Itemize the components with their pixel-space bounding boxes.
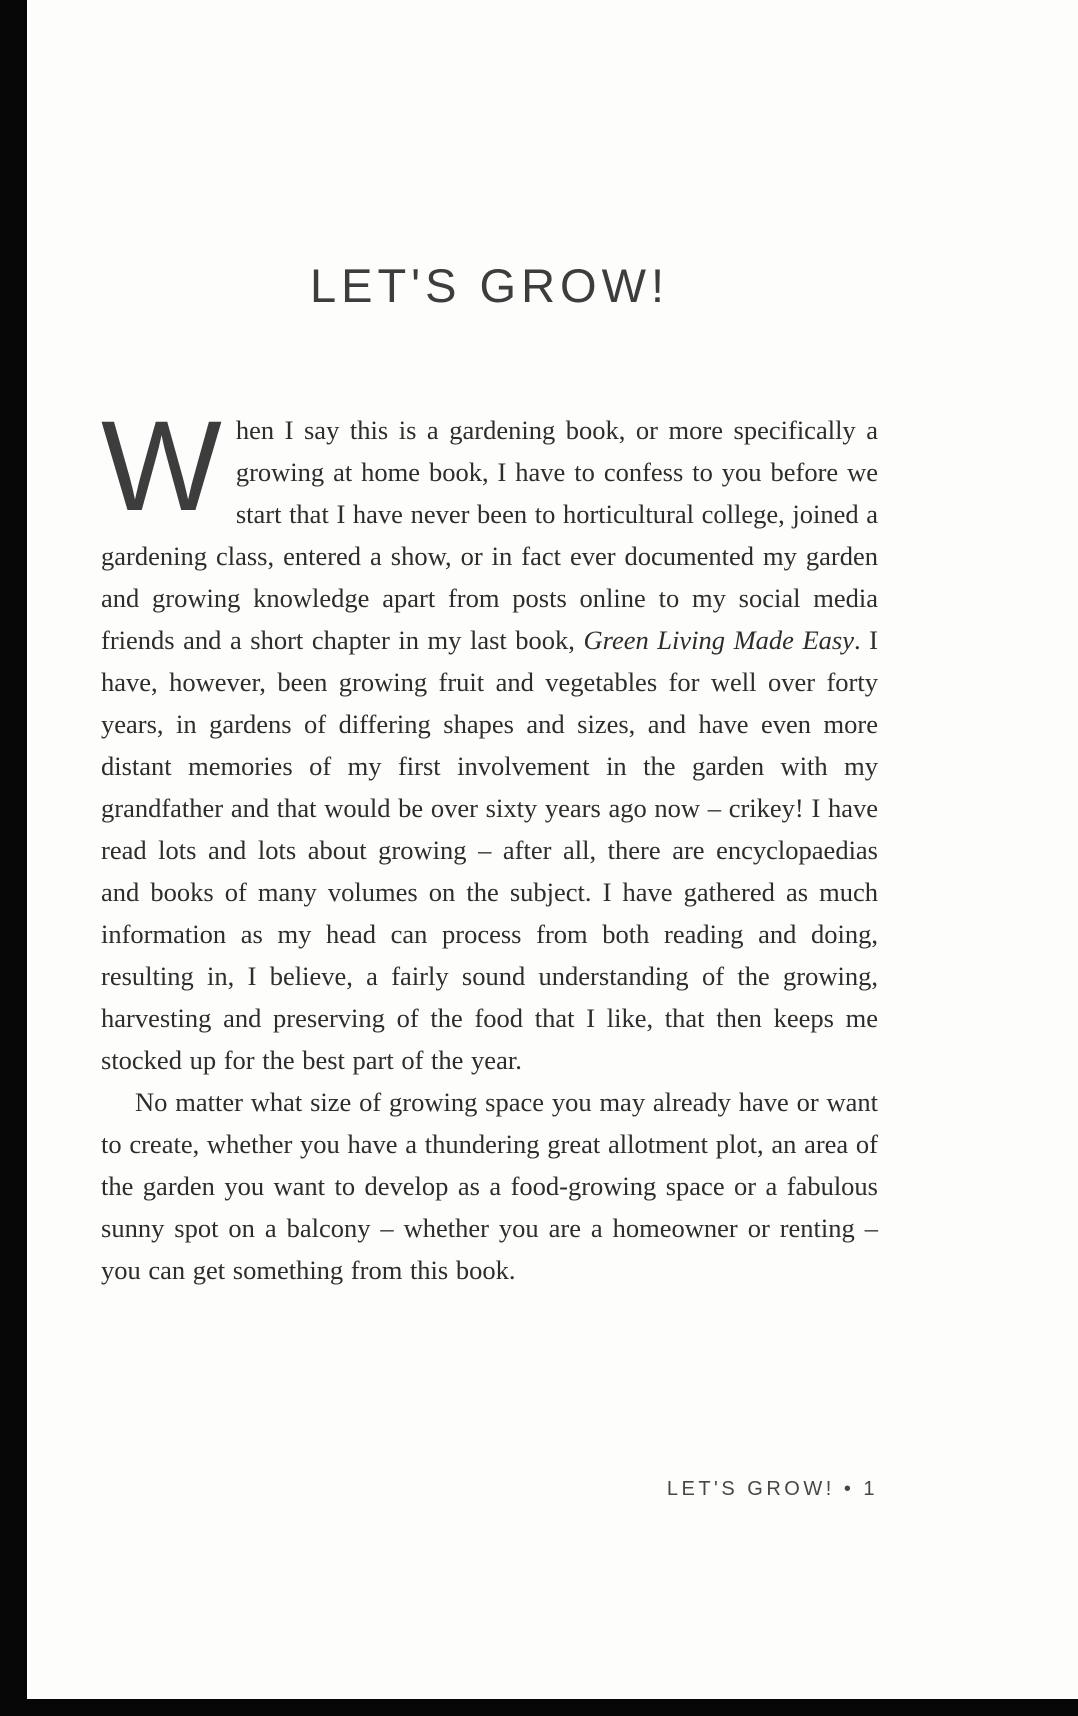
drop-cap: W (101, 395, 222, 538)
chapter-title: LET'S GROW! (309, 259, 670, 312)
binding-edge-left (0, 0, 27, 1716)
paragraph-2: No matter what size of growing space you may already have or want to create, whether you have a thundering great allotment plot, an area of the garden you want to develop as a food-growing space or a fabulous sunny spot on a balcony – whether you are a homeowner or renting – you can get something from this book. (101, 1087, 878, 1285)
page-content (101, 0, 878, 1291)
paragraph-1-text-after-italic: . I have, however, been growing fruit and vegetables for well over forty years, in gardens of differing shapes and sizes, and have even more distant memories of my first involvement in the garden with my grandfather and that would be over sixty years ago now – crikey! I have read lots and lots about growing – after all, there are encyclopaedias and books of many volumes on the subject. I have gathered as much information as my head can process from both reading and doing, resulting in, I believe, a fairly sound understanding of the growing, harvesting and preserving of the food that I like, that then keeps me stocked up for the best part of the year. (101, 625, 878, 1075)
referenced-book-title: Green Living Made Easy (583, 625, 854, 655)
paragraph-1 (101, 395, 878, 1081)
paragraph-1-text-before-italic: hen I say this is a gardening book, or more specifically a growing at home book, I have to confess to you before we start that I have never been to horticultural college, joined a gardening class, entered a show, or in fact ever documented my garden and growing knowledge apart from posts online to my social media friends and a short chapter in my last book, (101, 415, 878, 655)
binding-edge-bottom (0, 1699, 1078, 1716)
running-footer-page-number: LET'S GROW! • 1 (666, 1478, 878, 1500)
body-text (101, 395, 878, 1291)
